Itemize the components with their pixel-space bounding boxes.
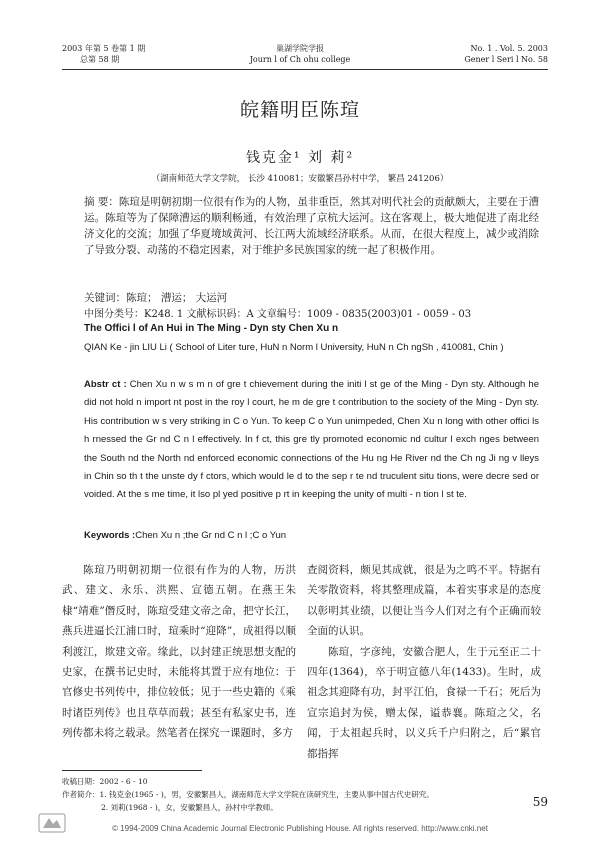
note-author1: 作者简介：1. 钱克金(1965 - )，男，安徽繁昌人，湖南师范大学文学院在读研究生，主要从事中国古代史研究。 [62, 790, 434, 799]
page-number: 59 [532, 795, 548, 809]
cn-classification: 中图分类号：K248. 1 文献标识码：A 文章编号：1009 - 0835(2003)01 - 0059 - 03 [84, 309, 472, 320]
header-volume [464, 43, 548, 65]
footnotes [62, 775, 542, 814]
en-title: The Offici l of An Hui in The Ming - Dyn sty Chen Xu n [84, 323, 339, 334]
note-received: 收稿日期：2002 - 6 - 10 [62, 777, 148, 786]
header-rule [62, 69, 548, 70]
cn-abstract-label: 摘 要： [84, 196, 119, 208]
article-authors: 钱克金¹ 刘 莉² [245, 150, 355, 166]
en-abstract [84, 376, 539, 505]
note-author2: 2. 刘莉(1968 - )，女，安徽繁昌人，孙村中学教师。 [101, 803, 278, 812]
header-issue-line1: 2003 年第 5 卷第 1 期 [62, 44, 146, 53]
copyright-footer: © 1994-2009 China Academic Journal Electronic Publishing House. All rights reserved. http://www.cnki.net [112, 824, 488, 833]
header-issue-line2: 总第 58 期 [80, 55, 120, 64]
body-column-right [307, 560, 541, 764]
header-journal-cn: 巢湖学院学报 [276, 44, 324, 53]
footnote-rule [62, 770, 202, 771]
cn-keywords: 关键词：陈瑄； 漕运； 大运河 [84, 292, 228, 304]
cn-abstract-text: 陈瑄是明朝初期一位很有作为的人物，虽非重臣，然其对明代社会的贡献颇大，主要在于漕运。陈瑄等为了保障漕运的顺利畅通，有效治理了京杭大运河。这在客观上，极大地促进了南北经济文化的交流；加强了华夏境域黄河、长江两大流域经济联系。从而，在很大程度上，减少或消除了导致分裂、动荡的不稳定因素，对于维护多民族国家的统一起了积极作用。 [84, 196, 539, 256]
body-column-left [62, 560, 296, 744]
body-paragraph: 陈瑄乃明朝初期一位很有作为的人物，历洪武、建文、永乐、洪熙、宣德五朝。在燕王朱棣“靖难”僭反时，陈瑄受建文帝之命，把守长江，燕兵进逼长江浦口时，瑄乘时“迎降”，成祖得以顺利渡江，欺建文帝。缘此，以封建正统思想支配的史家，在撰书记史时，未能将其置于应有地位：于官修史书列传中，排位较低；见于一些史籍的《乘时诸臣列传》也且草草而载；甚至有私家史书，连列传都未将之载录。然笔者在探究一课题时，多方 [62, 564, 296, 740]
header-volume-line2: Gener l Seri l No. 58 [464, 55, 548, 64]
header-volume-line1: No. 1 . Vol. 5. 2003 [470, 44, 548, 53]
en-keywords-label: Keywords : [84, 530, 136, 541]
en-abstract-text: Chen Xu n w s m n of gre t chievement during the initi l st ge of the Ming - Dyn sty. Although he did not hold n import nt post in the roy l court, he m de gre t contribution to the society of the Ming - Dyn sty. His contribution w s very striking in C o Yun. To keep C o Yun unimpeded, Chen Xu n long with other offici ls h rnessed the Gr nd C n l effectively. In f ct, this gre tly promoted economic nd cultur l exch nges between the South nd the North nd enforced economic connections of the Hu ng He River nd the Ch ng Ji ng v lleys in Chin so th t the unste dy f ctors, which would le d to the sep r te nd truculent situ tions, were decre sed or voided. At the s me time, it lso pl yed positive p rt in keeping the unity of multi - n tion l st te. [84, 379, 539, 501]
author-affiliation: （湖南师范大学文学院， 长沙 410081；安徽繁昌孙村中学， 繁昌 241206） [151, 174, 449, 184]
body-paragraph: 陈瑄，字彦纯，安徽合肥人，生于元至正二十四年(1364)，卒于明宣德八年(1433)。生时，成祖念其迎降有功，封平江伯，食禄一千石；死后为宣宗追封为侯，赠太保，谥恭襄。陈瑄之父，名闻，于太祖起兵时，以义兵千户归附之，后“累官都指挥 [307, 645, 541, 760]
article-title: 皖籍明臣陈瑄 [239, 99, 360, 121]
en-keywords-text: Chen Xu n ;the Gr nd C n l ;C o Yun [135, 530, 287, 541]
header-journal-en: Journ l of Ch ohu college [249, 55, 351, 64]
en-keywords [84, 530, 539, 541]
en-authors: QIAN Ke - jin LIU Li ( School of Liter ture, HuN n Norm l University, HuN n Ch ngSh , 410081, Chin ) [84, 342, 504, 353]
cn-abstract [84, 194, 539, 258]
body-paragraph: 查阅资料，颇见其成就，很是为之鸣不平。特据有关零散资料，将其整理成篇，本着实事求是的态度以彰明其业绩，以便让当今人们对之有个正确而较全面的认识。 [307, 564, 541, 638]
en-abstract-label: Abstr ct : [84, 379, 127, 390]
